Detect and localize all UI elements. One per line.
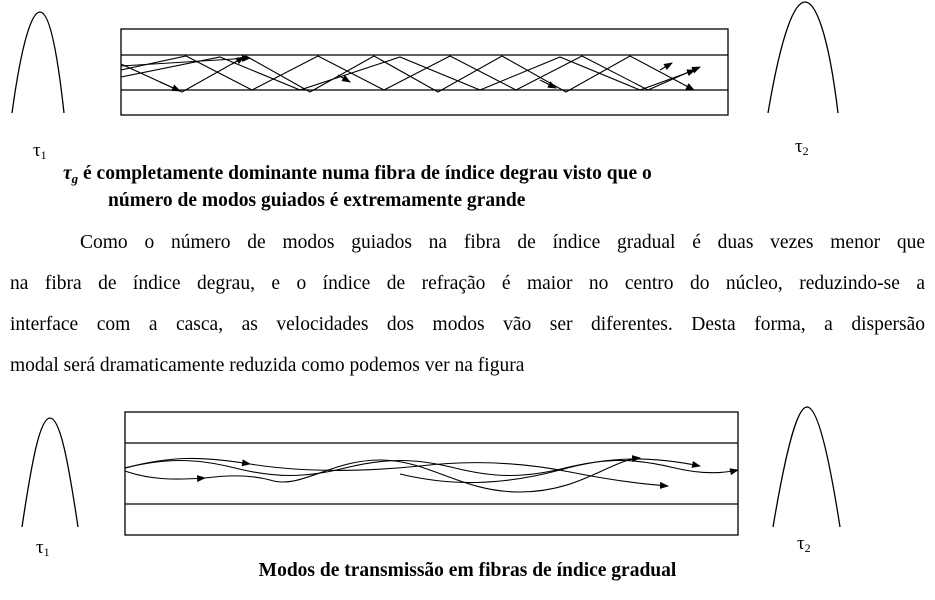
graded-index-fiber-diagram [0, 400, 935, 540]
tau-1-label: $\tau_1$ [36, 537, 50, 559]
fiber-cladding-outline [121, 29, 728, 115]
fiber-cladding-outline [125, 412, 738, 535]
step-index-rays [121, 56, 700, 92]
figure2-caption: Modos de transmissão em fibras de índice gradual [258, 560, 677, 581]
tau-1-label: $\tau_1$ [33, 140, 47, 162]
step-index-fiber-diagram [0, 0, 935, 140]
input-pulse-shape [22, 418, 78, 527]
tau-2-label: $\tau_2$ [797, 533, 811, 555]
paragraph-line-4: modal será dramaticamente reduzida como podemos ver na figura [10, 355, 525, 376]
output-pulse-shape [768, 2, 838, 113]
tau-2-label: $\tau_2$ [795, 136, 809, 158]
figure1-caption-line1: é completamente dominante numa fibra de índice degrau visto que o [83, 163, 652, 184]
figure1-caption-line2: número de modos guiados é extremamente grande [108, 190, 526, 211]
paragraph-line-3: interface com a casca, as velocidades dos modos vão ser diferentes. Desta forma, a dispersão [10, 314, 925, 335]
output-pulse-shape [773, 407, 840, 527]
input-pulse-shape [12, 12, 64, 113]
graded-index-rays [125, 458, 738, 492]
paragraph-line-2: na fibra de índice degrau, e o índice de refração é maior no centro do núcleo, reduzindo-se a [10, 273, 925, 294]
paragraph-line-1: Como o número de modos guiados na fibra de índice gradual é duas vezes menor que [80, 232, 925, 253]
tau-g-symbol: $\tau_g$ [63, 163, 79, 186]
